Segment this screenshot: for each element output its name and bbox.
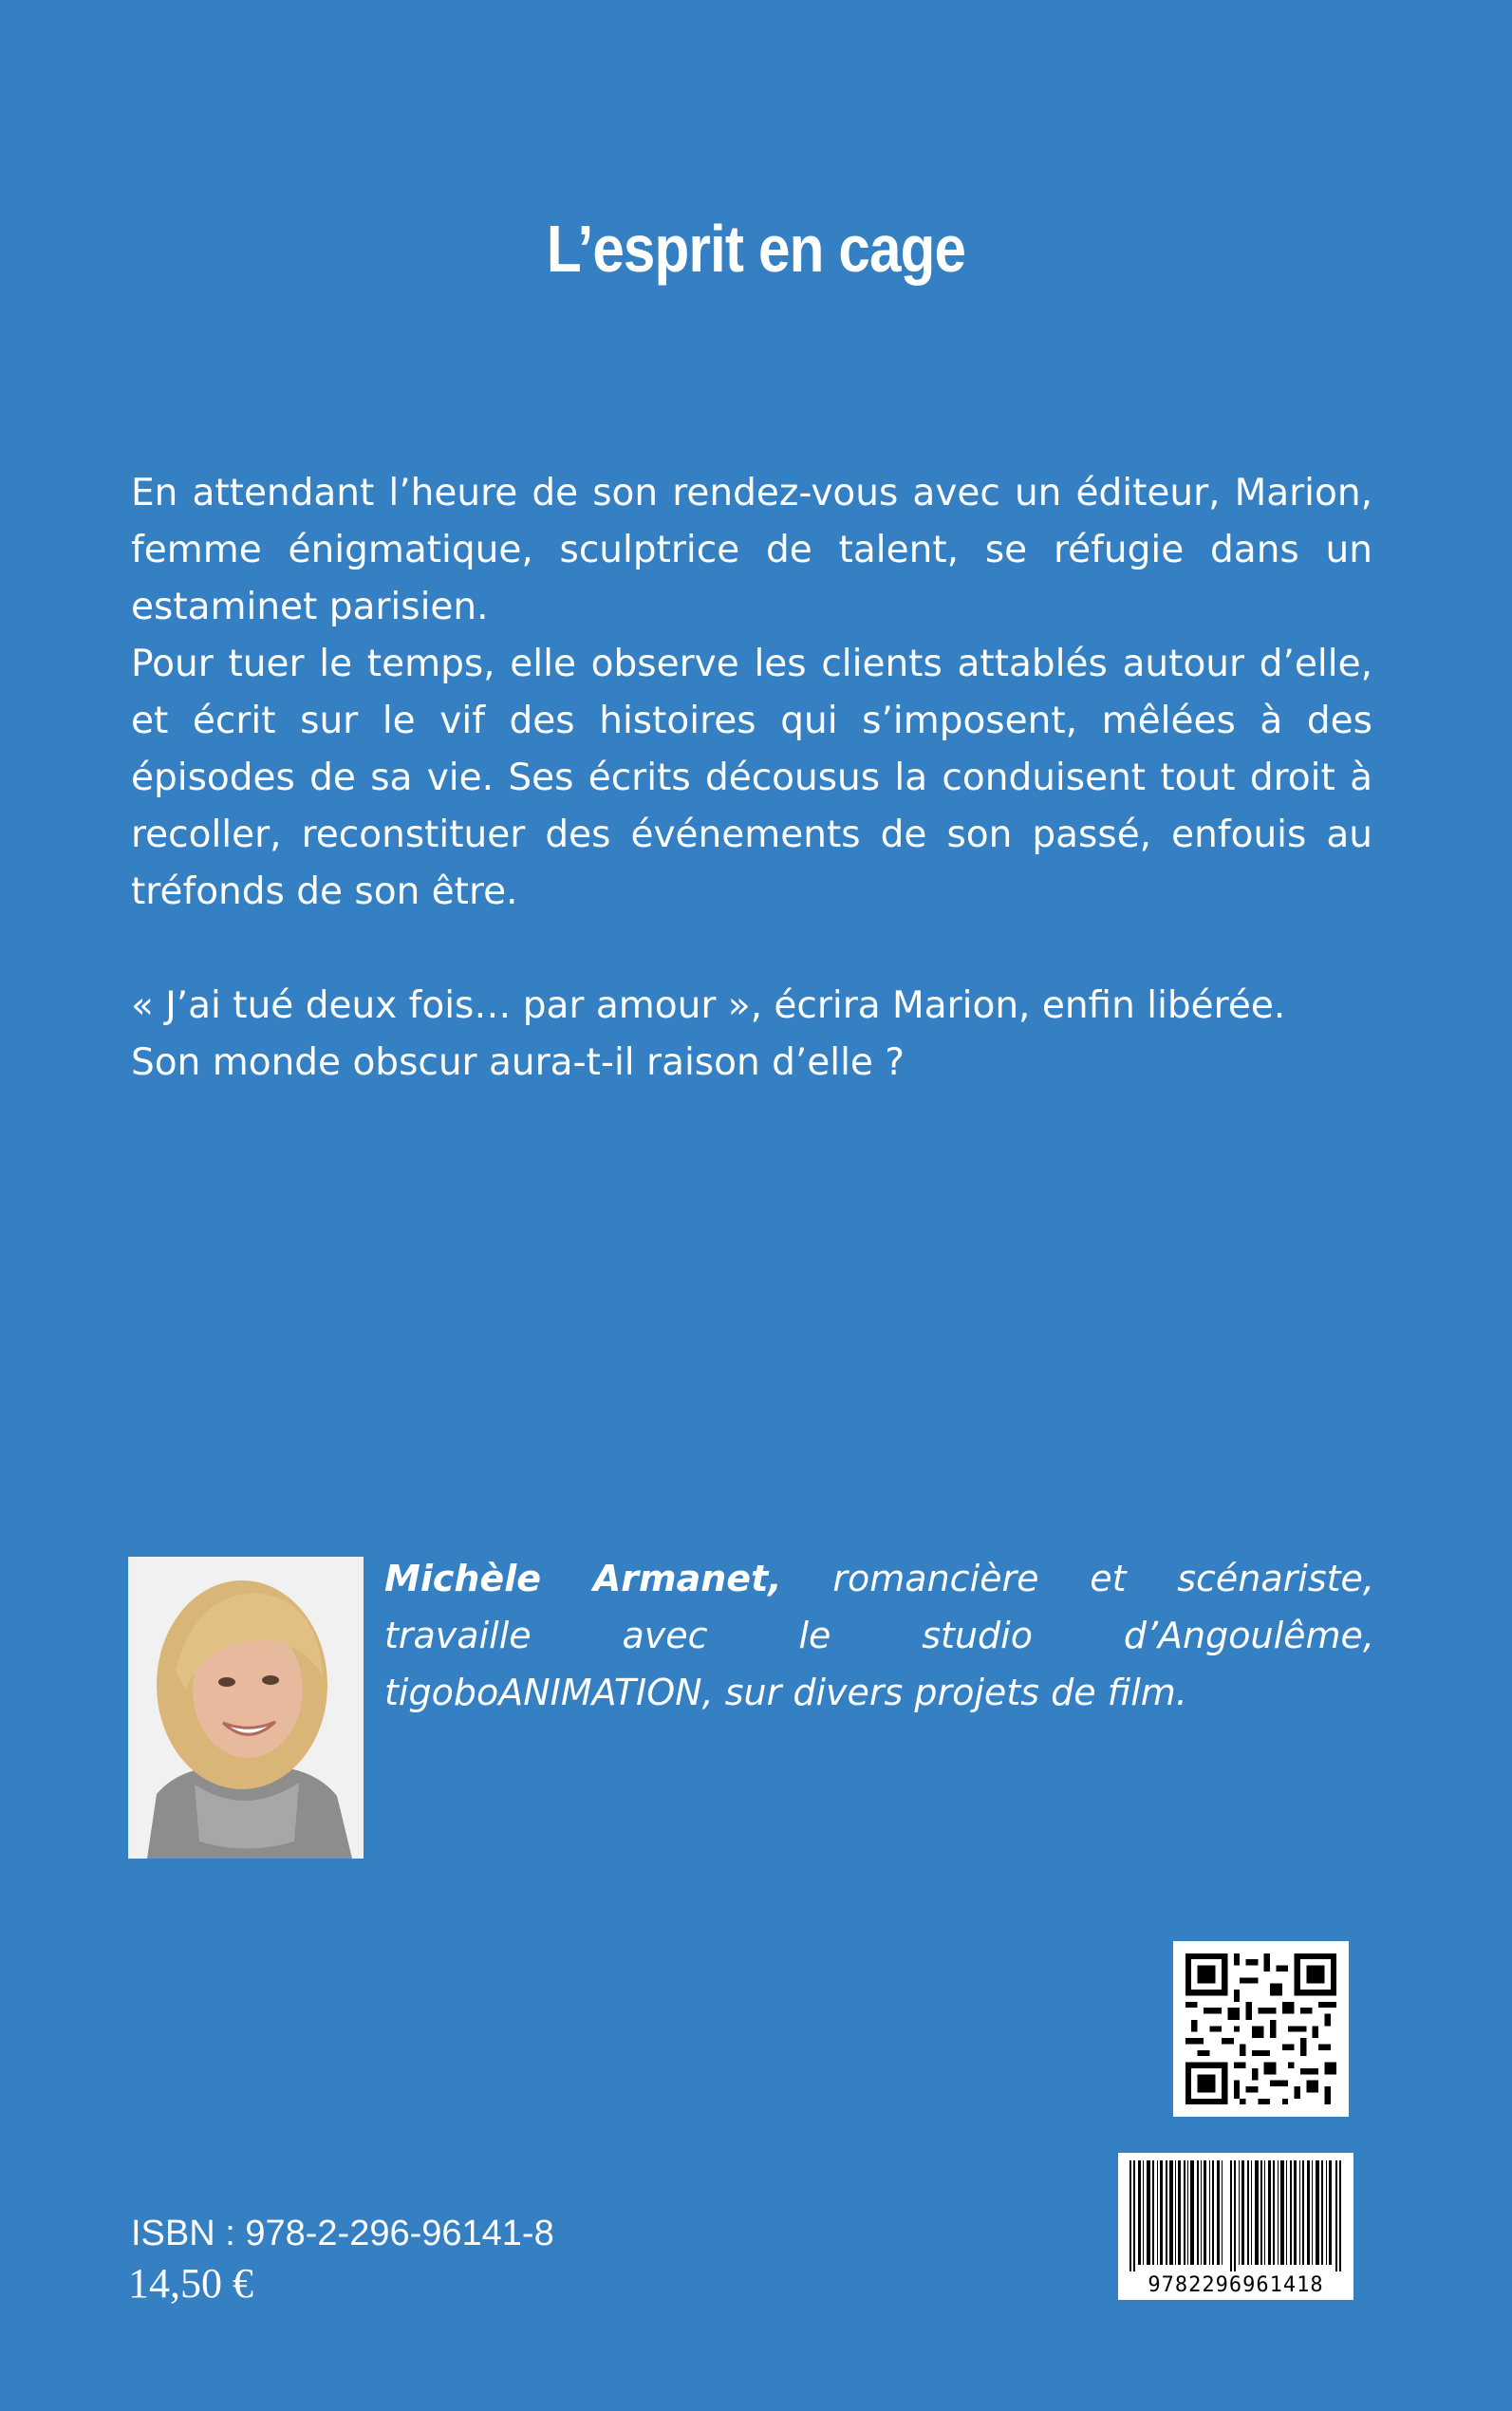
blurb-question: Son monde obscur aura-t-il raison d’elle ? [131, 1041, 905, 1084]
price-text: 14,50 € [128, 2260, 253, 2307]
isbn-text: ISBN : 978-2-296-96141-8 [131, 2214, 554, 2253]
blurb-quote: « J’ai tué deux fois… par amour », écrira Marion, enfin libérée. [131, 984, 1286, 1027]
author-bio-text: romancière et scénariste, travaille avec le studio d’Angoulême, tigoboANIMATION, sur divers projets de film. [384, 1558, 1375, 1713]
author-photo [128, 1557, 364, 1859]
qr-code [1173, 1941, 1349, 2117]
author-bio [384, 1550, 1374, 1721]
blurb-paragraph-2: Pour tuer le temps, elle observe les clients attablés autour d’elle, et écrit sur le vif des histoires qui s’imposent, mêlées à des épisodes de sa vie. Ses écrits décousus la conduisent tout droit à recoller, reconstituer des événements de son passé, enfouis au tréfonds de son être. [131, 643, 1372, 913]
book-title: L’esprit en cage [546, 212, 966, 286]
isbn-barcode [1118, 2153, 1353, 2300]
back-cover-blurb [131, 465, 1372, 1092]
blurb-paragraph-1: En attendant l’heure de son rendez-vous avec un éditeur, Marion, femme énigmatique, sculptrice de talent, se réfugie dans un estaminet parisien. [131, 472, 1372, 628]
barcode-digits: 9782296961418 [1148, 2273, 1324, 2297]
author-name: Michèle Armanet, [384, 1558, 782, 1599]
